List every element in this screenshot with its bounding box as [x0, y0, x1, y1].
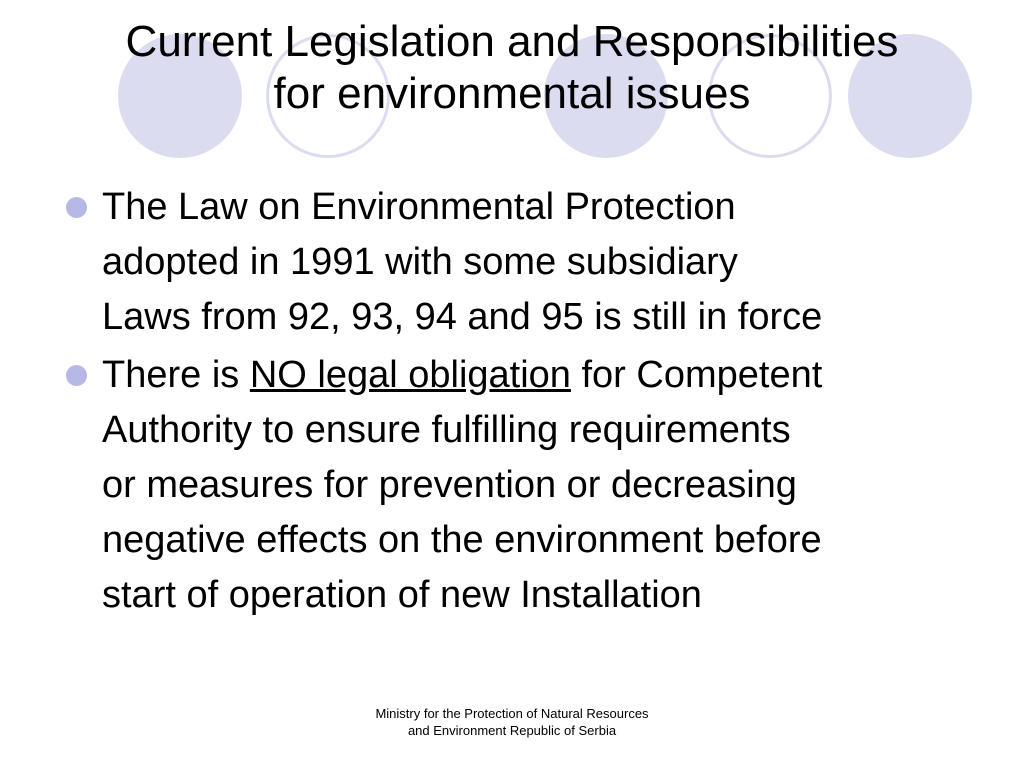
bullet-item [64, 180, 984, 345]
slide-title [60, 16, 964, 120]
bullet-line: adopted in 1991 with some subsidiary [102, 241, 738, 283]
footer-line: Ministry for the Protection of Natural Resources [375, 706, 649, 721]
footer-line: and Environment Republic of Serbia [407, 723, 617, 738]
bullet-line: Laws from 92, 93, 94 and 95 is still in force [102, 296, 823, 338]
slide-title-line: Current Legislation and Responsibilities [125, 17, 899, 66]
bullet-item [64, 348, 984, 623]
underlined-emphasis: NO legal obligation [249, 354, 571, 396]
bullet-icon [66, 197, 87, 218]
bullet-line: negative effects on the environment before [102, 519, 822, 561]
bullet-line: The Law on Environmental Protection [102, 186, 736, 228]
slide-footer [262, 705, 762, 739]
bullet-text-fragment: There is [102, 354, 250, 396]
bullet-line: or measures for prevention or decreasing [102, 464, 797, 506]
bullet-text [102, 348, 984, 623]
bullet-text-fragment: for Competent [570, 354, 823, 396]
bullet-icon [66, 365, 87, 386]
bullet-text [102, 180, 984, 345]
bullet-list [64, 180, 984, 626]
bullet-line: start of operation of new Installation [102, 574, 702, 616]
slide-title-line: for environmental issues [273, 69, 751, 118]
bullet-line [102, 348, 984, 403]
bullet-line: Authority to ensure fulfilling requirements [102, 409, 791, 451]
